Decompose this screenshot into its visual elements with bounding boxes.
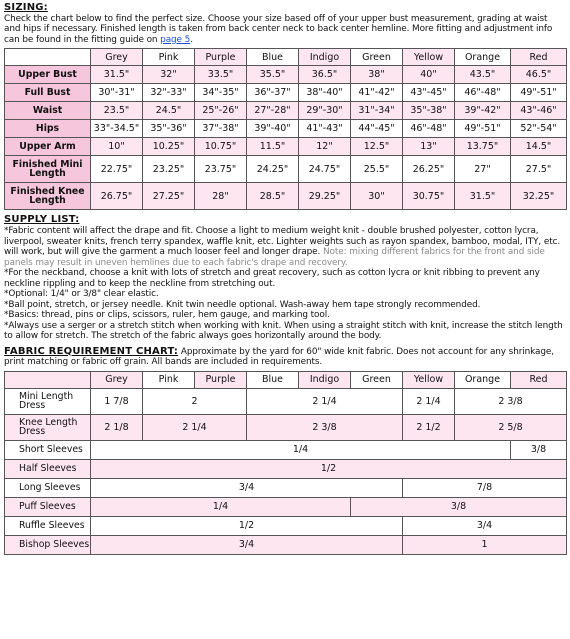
supply-item-note: Note: mixing different fabrics for the front and side panels may result in uneven hemlines due to each fabric's drape and recovery. [4,247,545,268]
size-chart-cell: 32.25" [511,183,567,210]
fabric-chart-row [5,388,567,414]
fabric-col-header: Green [351,371,403,388]
size-row-label: Full Bust [5,84,91,102]
fabric-row-label: Ruffle Sleeves [5,516,91,535]
size-chart-cell: 46.5" [511,66,567,84]
fabric-chart-cell: 1 7/8 [91,388,143,414]
fabric-chart-row [5,459,567,478]
size-chart-cell: 44"-45" [351,120,403,138]
size-chart-cell: 43"-46" [511,102,567,120]
fabric-row-label: Knee Length Dress [5,414,91,440]
supply-item: *Optional: 1/4" or 3/8" clear elastic. [4,289,159,300]
fabric-chart-row [5,440,567,459]
fabric-chart-cell: 1/4 [91,497,351,516]
size-chart-cell: 31.5" [455,183,511,210]
size-chart-cell: 12" [299,138,351,156]
size-col-header: Pink [143,49,195,66]
size-chart-cell: 11.5" [247,138,299,156]
sizing-intro-text: Check the chart below to find the perfect size. Choose your size based off of your upper bust measurement, grading at waist and hips if necessary. Finished length is taken from back center neck to back center hemline. More fitting and adjustment info can be found in the fitting guide on [4,13,553,45]
size-chart-cell: 25"-26" [195,102,247,120]
size-row-label: Upper Arm [5,138,91,156]
fabric-chart-cell: 7/8 [403,478,567,497]
size-chart-cell: 32"-33" [143,84,195,102]
size-chart-cell: 13" [403,138,455,156]
size-chart-row [5,138,567,156]
size-chart-cell: 52"-54" [511,120,567,138]
size-chart-cell: 28" [195,183,247,210]
fabric-chart-row [5,478,567,497]
size-chart-row [5,156,567,183]
fabric-title: FABRIC REQUIREMENT CHART: [4,345,179,357]
fabric-chart-cell: 2 [143,388,247,414]
fabric-chart-row [5,497,567,516]
fabric-chart-row [5,535,567,554]
size-chart-cell: 29"-30" [299,102,351,120]
fabric-chart-cell: 1 [403,535,567,554]
size-chart-cell: 39"-40" [247,120,299,138]
size-chart-cell: 39"-42" [455,102,511,120]
fabric-chart-cell: 2 1/4 [143,414,247,440]
size-chart-cell: 24.75" [299,156,351,183]
fabric-col-header: Indigo [299,371,351,388]
size-chart-cell: 12.5" [351,138,403,156]
fabric-intro-text: Approximate by the yard for 60" wide knit fabric. Does not account for any shrinkage, print matching or fabric off grain. All bands are included in requirements. [4,346,555,368]
size-chart-cell: 38"-40" [299,84,351,102]
size-chart-cell: 27" [455,156,511,183]
size-chart-header [5,49,567,66]
size-chart-row [5,120,567,138]
size-chart-cell: 33"-34.5" [91,120,143,138]
size-chart-row [5,66,567,84]
fabric-col-header: Blue [247,371,299,388]
size-chart-cell: 35"-38" [403,102,455,120]
fitting-guide-link[interactable]: page 5 [160,34,191,45]
size-chart-cell: 26.75" [91,183,143,210]
size-row-label: Finished Mini Length [5,156,91,183]
fabric-row-label: Puff Sleeves [5,497,91,516]
fabric-row-label: Bishop Sleeves [5,535,91,554]
fabric-chart-cell: 2 1/8 [91,414,143,440]
size-chart-cell: 31"-34" [351,102,403,120]
size-chart-cell: 35"-36" [143,120,195,138]
fabric-chart-cell: 3/4 [91,478,403,497]
fabric-row-label: Half Sleeves [5,459,91,478]
fabric-row-label: Long Sleeves [5,478,91,497]
size-col-header: Purple [195,49,247,66]
fabric-chart-cell: 3/8 [511,440,567,459]
fabric-col-header: Orange [455,371,511,388]
sizing-title: SIZING: [4,2,48,13]
size-chart-cell: 41"-43" [299,120,351,138]
size-row-label: Waist [5,102,91,120]
size-chart-cell: 49"-51" [455,120,511,138]
fabric-col-header: Grey [91,371,143,388]
size-col-header: Indigo [299,49,351,66]
size-chart-cell: 43.5" [455,66,511,84]
fabric-chart-cell: 2 5/8 [455,414,567,440]
fabric-col-header: Pink [143,371,195,388]
size-col-header: Grey [91,49,143,66]
size-chart-cell: 33.5" [195,66,247,84]
supply-list-title: SUPPLY LIST: [4,214,80,226]
fabric-chart-header [5,371,567,388]
fabric-chart-cell: 1/2 [91,459,567,478]
fabric-chart-cell: 2 3/8 [455,388,567,414]
size-chart-cell: 38" [351,66,403,84]
size-chart-cell: 23.5" [91,102,143,120]
size-chart-cell: 36.5" [299,66,351,84]
size-chart-cell: 26.25" [403,156,455,183]
size-chart-cell: 29.25" [299,183,351,210]
size-chart-cell: 43"-45" [403,84,455,102]
size-col-header: Orange [455,49,511,66]
fabric-chart-cell: 2 1/4 [247,388,403,414]
size-chart-cell: 24.25" [247,156,299,183]
fabric-chart-cell: 3/4 [403,516,567,535]
size-chart-cell: 34"-35" [195,84,247,102]
fabric-chart [4,371,567,555]
size-chart [4,48,567,210]
sizing-intro-end: . [190,34,193,45]
size-col-header: Blue [247,49,299,66]
size-row-label: Finished Knee Length [5,183,91,210]
size-chart-cell: 30" [351,183,403,210]
size-chart-row [5,102,567,120]
size-col-header: Green [351,49,403,66]
size-chart-row [5,84,567,102]
size-chart-cell: 41"-42" [351,84,403,102]
size-chart-cell: 25.5" [351,156,403,183]
size-chart-cell: 14.5" [511,138,567,156]
size-chart-cell: 36"-37" [247,84,299,102]
size-row-label: Hips [5,120,91,138]
size-col-header: Yellow [403,49,455,66]
fabric-intro [4,346,566,368]
size-chart-cell: 27.5" [511,156,567,183]
fabric-col-header: Red [511,371,567,388]
size-chart-cell: 46"-48" [403,120,455,138]
size-chart-cell: 10.75" [195,138,247,156]
fabric-chart-cell: 3/8 [351,497,567,516]
supply-item-text: *Fabric content will affect the drape and fit. Choose a light to medium weight knit - double brushed polyester, cotton lycra, liverpool, sweater knits, french terry spandex, waffle knit, etc. Lighter weights such as rayon spandex, bamboo, modal, ITY, etc. will work, but will give the garment a much looser feel and longer drape. [4,226,561,258]
supply-item [4,226,566,268]
fabric-chart-cell: 2 3/8 [247,414,403,440]
size-chart-cell: 10" [91,138,143,156]
fabric-chart-row [5,516,567,535]
supply-item: *Always use a serger or a stretch stitch when working with knit. When using a straight stitch with knit, increase the stitch length to allow for stretch. The stretch of the fabric always goes horizontally around the body. [4,320,563,342]
fabric-chart-row [5,414,567,440]
fabric-chart-cell: 1/4 [91,440,511,459]
size-chart-cell: 37"-38" [195,120,247,138]
size-col-header: Red [511,49,567,66]
size-chart-corner [5,49,91,66]
supply-list [4,214,566,341]
supply-item: *For the neckband, choose a knit with lots of stretch and great recovery, such as cotton lycra or knit ribbing to prevent any neckline rippling and to keep the neckline from stretching out. [4,268,540,289]
size-chart-cell: 13.75" [455,138,511,156]
fabric-chart-corner [5,371,91,388]
size-chart-cell: 10.25" [143,138,195,156]
size-chart-cell: 30.75" [403,183,455,210]
size-chart-cell: 49"-51" [511,84,567,102]
size-chart-cell: 23.25" [143,156,195,183]
size-chart-row [5,183,567,210]
size-chart-cell: 46"-48" [455,84,511,102]
size-chart-cell: 23.75" [195,156,247,183]
size-chart-cell: 40" [403,66,455,84]
size-chart-cell: 30"-31" [91,84,143,102]
fabric-chart-cell: 3/4 [91,535,403,554]
size-chart-cell: 27"-28" [247,102,299,120]
supply-item: *Ball point, stretch, or jersey needle. Knit twin needle optional. Wash-away hem tape strongly recommended. [4,299,481,310]
sizing-intro [4,14,566,46]
fabric-row-label: Mini Length Dress [5,388,91,414]
size-chart-cell: 28.5" [247,183,299,210]
fabric-col-header: Yellow [403,371,455,388]
fabric-chart-cell: 2 1/4 [403,388,455,414]
size-chart-cell: 27.25" [143,183,195,210]
size-row-label: Upper Bust [5,66,91,84]
fabric-row-label: Short Sleeves [5,440,91,459]
size-chart-cell: 24.5" [143,102,195,120]
fabric-chart-cell: 2 1/2 [403,414,455,440]
fabric-col-header: Purple [195,371,247,388]
size-chart-cell: 35.5" [247,66,299,84]
fabric-chart-cell: 1/2 [91,516,403,535]
size-chart-cell: 22.75" [91,156,143,183]
size-chart-cell: 31.5" [91,66,143,84]
supply-item: *Basics: thread, pins or clips, scissors, ruler, hem gauge, and marking tool. [4,310,330,321]
size-chart-cell: 32" [143,66,195,84]
